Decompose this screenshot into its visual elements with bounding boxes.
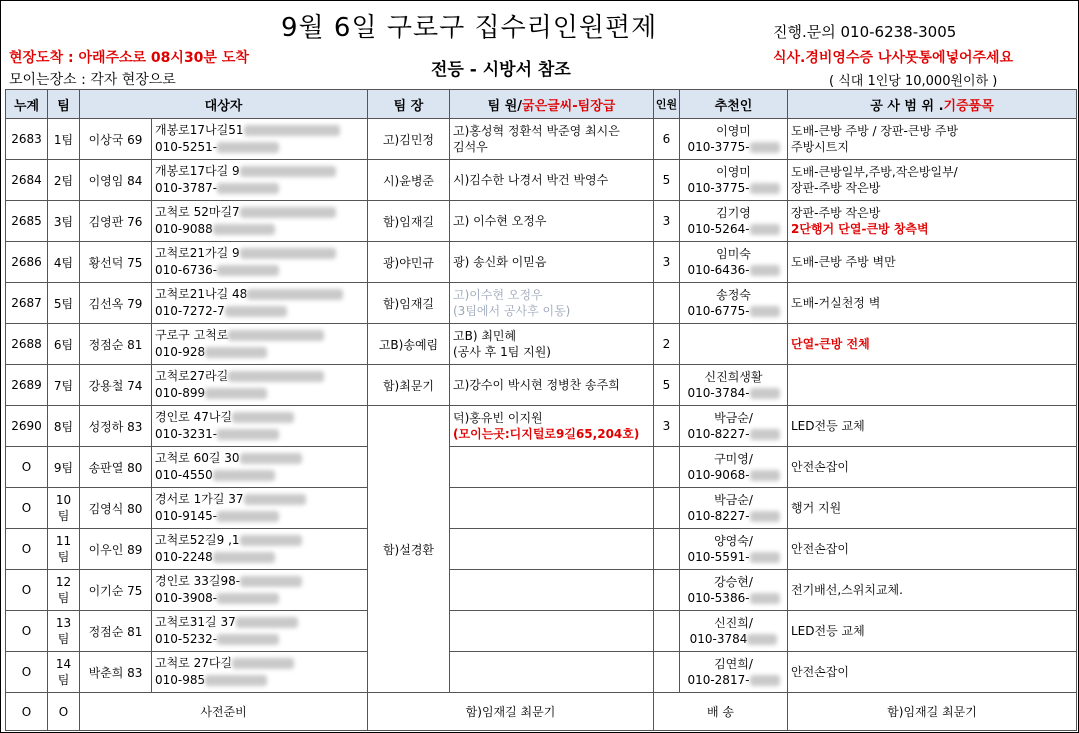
page-subtitle: 전등 - 시방서 참조 [431,60,571,80]
row-count [654,611,680,652]
row-address [152,324,368,365]
redacted-text [750,306,780,317]
row-seq: 2685 [6,201,48,242]
redacted-text [747,634,777,645]
table-row [6,324,1077,365]
row-leader: 함)최문기 [368,365,450,406]
row-phone: 010-5232- [155,632,218,646]
row-members [450,242,654,283]
row-count [654,488,680,529]
row-recommender [680,406,788,447]
row-seq: 2686 [6,242,48,283]
row-members [450,160,654,201]
row-recommender-name: 송정숙 [716,288,751,302]
row-recommender [680,570,788,611]
row-recommender [680,283,788,324]
table-row [6,611,1077,652]
row-recommender [680,652,788,693]
row-recommender-phone: 010-9068- [687,468,750,482]
table-row [6,365,1077,406]
table-row [6,652,1077,693]
row-recommender [680,201,788,242]
row-address [152,611,368,652]
row-scope [788,242,1077,283]
col-header-members [450,90,654,119]
row-recommender-name: 구미영/ [714,452,753,466]
table-row [6,406,1077,447]
row-recommender-name: 신진희생활 [704,370,763,384]
row-name: 김선옥 79 [80,283,152,324]
row-members [450,529,654,570]
row-members [450,406,654,447]
row-members [450,283,654,324]
row-recommender [680,242,788,283]
row-leader: 광)야민규 [368,242,450,283]
row-phone: 010-3787- [155,181,218,195]
row-scope-text: LED전등 교체 [791,419,865,433]
row-recommender-name: 신진희/ [714,616,753,630]
row-scope [788,529,1077,570]
row-seq: 2688 [6,324,48,365]
row-members-text: 고)홍성혁 정환석 박준영 최시은 김석우 [453,124,620,154]
row-recommender-phone: 010-6775- [687,304,750,318]
row-phone: 010-4550 [155,468,213,482]
row-scope [788,283,1077,324]
col-header-team: 팀 [48,90,80,119]
row-seq: 2689 [6,365,48,406]
redacted-text [240,535,302,546]
row-team: 9팀 [48,447,80,488]
table-row [6,201,1077,242]
row-count: 2 [654,324,680,365]
row-name: 성정하 83 [80,406,152,447]
redacted-text [240,166,336,177]
row-team: 12팀 [48,570,80,611]
row-recommender-name: 양영숙/ [714,534,753,548]
row-count: 5 [654,365,680,406]
redacted-text [217,634,279,645]
footer-team: O [48,693,80,731]
row-name: 이상국 69 [80,119,152,160]
row-scope-text: 장판-주방 작은방 [791,206,881,220]
redacted-text [750,593,780,604]
col-header-members-note: 굵은글씨-팀장급 [522,98,616,114]
redacted-text [240,453,302,464]
row-phone: 010-928 [155,345,206,359]
row-count [654,570,680,611]
row-name: 이영임 84 [80,160,152,201]
row-address-line: 고척로31길 37 [155,615,236,629]
row-team: 6팀 [48,324,80,365]
page-title: 9월 6일 구로구 집수리인원편제 [281,13,658,43]
table-row [6,119,1077,160]
footer-seq: O [6,693,48,731]
table-row [6,529,1077,570]
redacted-text [232,658,294,669]
row-recommender-phone: 010-8227- [687,427,750,441]
row-address-line: 경인로 33길98- [155,574,241,588]
redacted-text [217,429,279,440]
col-header-scope-note: 기증품목 [943,98,994,114]
row-seq: O [6,488,48,529]
row-address [152,529,368,570]
row-members-meeting-place: (모이는곳:디지털로9길65,204호) [453,427,640,441]
row-count: 3 [654,242,680,283]
col-header-recommender: 추천인 [680,90,788,119]
redacted-text [232,412,294,423]
row-address-line: 고척로21나길 48 [155,287,248,301]
footer-prep-label: 사전준비 [80,693,368,731]
row-recommender [680,324,788,365]
footer-prep-people: 함)임재길 최문기 [368,693,654,731]
row-scope-text: 안전손잡이 [791,665,849,679]
redacted-text [228,330,324,341]
row-count [654,283,680,324]
col-header-target: 대상자 [80,90,368,119]
col-header-members-label: 팀 원/ [487,98,523,114]
footer-row [6,693,1077,731]
redacted-text [750,470,780,481]
row-seq: 2684 [6,160,48,201]
row-recommender-phone: 010-3775- [687,181,750,195]
row-name: 정점순 81 [80,324,152,365]
row-scope-text: 전기배선,스위치교체. [791,583,903,597]
redacted-text [750,265,780,276]
row-address-line: 경서로 1가길 37 [155,492,244,506]
redacted-text [217,142,279,153]
redacted-text [750,429,780,440]
redacted-text [217,593,279,604]
row-leader: 함)임재길 [368,283,450,324]
row-scope-text: 행거 지원 [791,501,842,515]
row-address-line: 고척로 27다길 [155,656,233,670]
row-recommender-phone: 010-3784 [689,632,748,646]
redacted-text [217,265,279,276]
row-count [654,652,680,693]
row-members [450,447,654,488]
row-leader: 함)임재길 [368,201,450,242]
redacted-text [205,347,267,358]
row-phone: 010-5251- [155,140,218,154]
redacted-text [217,511,279,522]
row-members [450,488,654,529]
row-address [152,365,368,406]
row-scope [788,611,1077,652]
redacted-text [750,388,780,399]
row-phone: 010-899 [155,386,206,400]
row-team: 7팀 [48,365,80,406]
row-count: 6 [654,119,680,160]
row-recommender [680,611,788,652]
row-leader: 시)윤병준 [368,160,450,201]
row-address-line: 고척로21가길 9 [155,246,240,260]
assignment-table [5,89,1077,731]
table-row [6,447,1077,488]
row-count [654,529,680,570]
row-recommender [680,365,788,406]
row-team: 5팀 [48,283,80,324]
row-seq: O [6,652,48,693]
col-header-leader: 팀 장 [368,90,450,119]
table-row [6,570,1077,611]
redacted-text [236,617,298,628]
row-address-line: 개봉로17나길51 [155,123,244,137]
row-scope [788,324,1077,365]
redacted-text [244,494,306,505]
row-scope [788,406,1077,447]
redacted-text [225,306,287,317]
row-seq: O [6,611,48,652]
row-leader: 고B)송예림 [368,324,450,365]
col-header-seq: 누계 [6,90,48,119]
row-recommender-phone: 010-5264- [687,222,750,236]
row-members [450,570,654,611]
row-recommender-phone: 010-6436- [687,263,750,277]
row-name: 정점순 81 [80,611,152,652]
col-header-scope [788,90,1077,119]
row-scope [788,570,1077,611]
row-address [152,119,368,160]
row-phone: 010-9145- [155,509,218,523]
row-recommender [680,160,788,201]
footer-delivery-people: 함)임재길 최문기 [788,693,1077,731]
table-row [6,160,1077,201]
row-address-line: 고척로 60길 30 [155,451,240,465]
row-team: 8팀 [48,406,80,447]
row-scope-highlight: 단열-큰방 전체 [791,337,870,351]
row-team: 11팀 [48,529,80,570]
row-address [152,283,368,324]
row-members-text: 광) 송신화 이믿음 [453,255,547,269]
row-phone: 010-9088 [155,222,213,236]
row-scope [788,652,1077,693]
row-seq: O [6,570,48,611]
redacted-text [217,183,279,194]
row-seq: O [6,447,48,488]
row-address-line: 고척로27라길 [155,369,229,383]
row-address-line: 경인로 47나길 [155,410,233,424]
row-seq: O [6,529,48,570]
row-scope-text: LED전등 교체 [791,624,865,638]
redacted-text [750,224,780,235]
row-phone: 010-3231- [155,427,218,441]
row-count [654,447,680,488]
row-members [450,611,654,652]
row-address [152,201,368,242]
table-row [6,488,1077,529]
row-recommender-phone: 010-3784- [687,386,750,400]
row-recommender-name: 이영미 [716,124,751,138]
table-row [6,242,1077,283]
redacted-text [750,675,780,686]
row-recommender-name: 박금순/ [714,411,753,425]
row-scope-text: 도배-거실천정 벽 [791,296,881,310]
row-count: 5 [654,160,680,201]
row-recommender-name: 이영미 [716,165,751,179]
row-team: 2팀 [48,160,80,201]
redacted-text [247,289,343,300]
row-recommender [680,119,788,160]
table-header-row [6,90,1077,119]
redacted-text [240,576,302,587]
row-name: 김영식 80 [80,488,152,529]
row-phone: 010-7272-7 [155,304,225,318]
row-scope [788,365,1077,406]
row-scope [788,160,1077,201]
row-phone: 010-2248 [155,550,213,564]
row-address [152,406,368,447]
redacted-text [750,552,780,563]
row-recommender-name: 임미숙 [716,247,751,261]
row-scope [788,201,1077,242]
receipt-notice: 식사.경비영수증 나사못통에넣어주세요 [773,50,1014,66]
row-scope-text: 도배-큰방 주방 / 장판-큰방 주방 주방시트지 [791,124,959,154]
redacted-text [240,248,336,259]
arrival-notice: 현장도착 : 아래주소로 08시30분 도착 [9,50,249,66]
row-recommender [680,529,788,570]
row-seq: 2683 [6,119,48,160]
redacted-text [228,371,324,382]
row-seq: 2690 [6,406,48,447]
row-scope [788,488,1077,529]
redacted-text [213,552,275,563]
footer-delivery-label: 배 송 [654,693,788,731]
meal-allowance-note: ( 식대 1인당 10,000원이하 ) [829,74,998,89]
row-recommender [680,447,788,488]
col-header-scope-label: 공 사 범 위 . [870,98,944,114]
redacted-text [213,470,275,481]
redacted-text [244,125,340,136]
row-seq: 2687 [6,283,48,324]
row-members-text: 고B) 최민혜 (공사 후 1팀 지원) [453,329,551,359]
row-scope [788,447,1077,488]
row-members-text: 고)강수이 박시현 정병찬 송주희 [453,378,620,392]
row-team: 4팀 [48,242,80,283]
col-header-count: 인원 [654,90,680,119]
row-name: 박춘희 83 [80,652,152,693]
row-team: 14팀 [48,652,80,693]
row-address [152,652,368,693]
row-members-text: 고) 이수현 오정우 [453,214,547,228]
row-team: 1팀 [48,119,80,160]
row-address [152,242,368,283]
row-scope-text: 안전손잡이 [791,542,849,556]
row-recommender-name: 박금순/ [714,493,753,507]
row-members [450,324,654,365]
row-members-text: 덕)홍유빈 이지원 [453,411,543,425]
row-recommender-phone: 010-2817- [687,673,750,687]
row-members [450,119,654,160]
inquiry-contact: 진행.문의 010-6238-3005 [773,23,957,41]
row-recommender-phone: 010-8227- [687,509,750,523]
row-name: 강용철 74 [80,365,152,406]
row-scope [788,119,1077,160]
row-members-text: 시)김수한 나경서 박건 박영수 [453,173,609,187]
row-name: 이기순 75 [80,570,152,611]
redacted-text [205,388,267,399]
row-phone: 010-3908- [155,591,218,605]
row-team: 3팀 [48,201,80,242]
row-scope-highlight: 2단행거 단열-큰방 창측벽 [791,222,929,236]
row-address-line: 고척로 52마길7 [155,205,240,219]
row-members-gray: 고)이수현 오정우 (3팀에서 공사후 이동) [453,288,571,318]
row-address-line: 개봉로17다길 9 [155,164,240,178]
redacted-text [750,142,780,153]
row-team: 13팀 [48,611,80,652]
row-members [450,652,654,693]
row-address [152,570,368,611]
row-name: 김영판 76 [80,201,152,242]
redacted-text [205,675,267,686]
row-count: 3 [654,406,680,447]
row-recommender-phone: 010-3775- [687,140,750,154]
row-recommender-name: 김기영 [716,206,751,220]
row-members [450,365,654,406]
redacted-text [240,207,336,218]
row-team: 10팀 [48,488,80,529]
redacted-text [213,224,275,235]
row-address-line: 구로구 고척로 [155,328,229,342]
row-name: 송판열 80 [80,447,152,488]
row-recommender-name: 강승현/ [714,575,753,589]
row-scope-text: 안전손잡이 [791,460,849,474]
row-address [152,447,368,488]
row-address-line: 고척로52길9 ,1 [155,533,240,547]
row-name: 이우인 89 [80,529,152,570]
row-leader-merged: 함)설경환 [368,406,450,693]
gathering-place: 모이는장소 : 각자 현장으로 [9,72,176,88]
redacted-text [750,183,780,194]
table-body [6,119,1077,731]
row-members [450,201,654,242]
row-recommender [680,488,788,529]
row-name: 황선덕 75 [80,242,152,283]
row-address [152,488,368,529]
row-recommender-phone: 010-5591- [687,550,750,564]
row-phone: 010-985 [155,673,206,687]
row-address [152,160,368,201]
row-leader: 고)김민정 [368,119,450,160]
table-row [6,283,1077,324]
row-phone: 010-6736- [155,263,218,277]
row-recommender-phone: 010-5386- [687,591,750,605]
row-scope-text: 도배-큰방일부,주방,작은방일부/ 장판-주방 작은방 [791,165,958,195]
redacted-text [750,511,780,522]
row-scope-text: 도배-큰방 주방 벽만 [791,255,896,269]
row-count: 3 [654,201,680,242]
row-recommender-name: 김연희/ [714,657,753,671]
